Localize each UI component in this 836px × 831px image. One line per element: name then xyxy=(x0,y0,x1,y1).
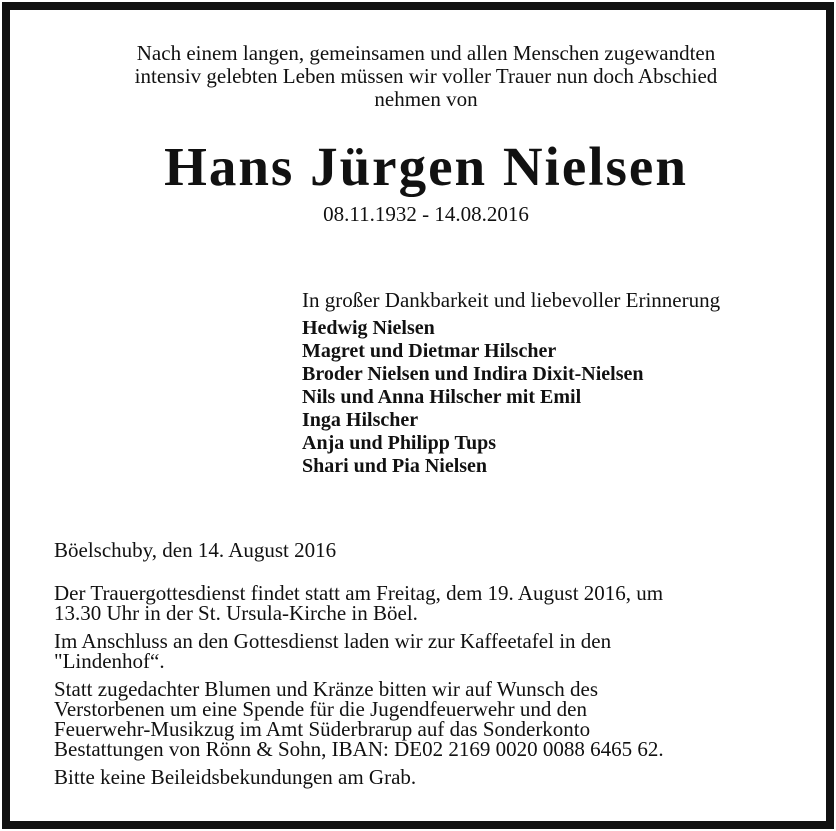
paragraph-line: Im Anschluss an den Gottesdienst laden wir zur Kaffeetafel in den xyxy=(54,629,612,653)
family-member: Inga Hilscher xyxy=(302,409,419,431)
family-member: Broder Nielsen und Indira Dixit-Nielsen xyxy=(302,363,644,385)
paragraph-line: Der Trauergottesdienst findet statt am Freitag, dem 19. August 2016, um xyxy=(54,581,664,605)
deceased-name: Hans Jürgen Nielsen xyxy=(164,136,688,197)
family-member: Nils und Anna Hilscher mit Emil xyxy=(302,386,582,408)
family-block xyxy=(302,287,822,478)
paragraph-line: 13.30 Uhr in der St. Ursula-Kirche in Böel. xyxy=(54,601,418,625)
family-member: Magret und Dietmar Hilscher xyxy=(302,340,557,362)
family-member: Anja und Philipp Tups xyxy=(302,432,497,454)
paragraph-line: Bitte keine Beileidsbekundungen am Grab. xyxy=(54,765,417,789)
obituary-notice xyxy=(2,2,834,829)
paragraph-line: "Lindenhof“. xyxy=(54,649,165,673)
family-members xyxy=(302,317,822,478)
thanks-line: In großer Dankbarkeit und liebevoller Erinnerung xyxy=(302,288,721,312)
service-details xyxy=(54,583,814,795)
service-paragraph xyxy=(54,583,814,623)
life-dates: 08.11.1932 - 14.08.2016 xyxy=(323,202,529,226)
reception-paragraph xyxy=(54,631,814,671)
intro-line: intensiv gelebten Leben müssen wir voller Trauer nun doch Abschied xyxy=(134,64,718,88)
paragraph-line: Feuerwehr-Musikzug im Amt Süderbrarup auf das Sonderkonto xyxy=(54,717,591,741)
paragraph-line: Statt zugedachter Blumen und Kränze bitten wir auf Wunsch des xyxy=(54,677,599,701)
donation-paragraph xyxy=(54,679,814,759)
place-and-date: Böelschuby, den 14. August 2016 xyxy=(54,538,337,562)
condolence-paragraph xyxy=(54,767,814,787)
intro-line: nehmen von xyxy=(374,87,478,111)
paragraph-line: Bestattungen von Rönn & Sohn, IBAN: DE02 2169 0020 0088 6465 62. xyxy=(54,737,664,761)
family-member: Shari und Pia Nielsen xyxy=(302,455,488,477)
paragraph-line: Verstorbenen um eine Spende für die Jugendfeuerwehr und den xyxy=(54,697,587,721)
intro-line: Nach einem langen, gemeinsamen und allen Menschen zugewandten xyxy=(136,41,716,65)
intro-text xyxy=(10,42,836,111)
family-member: Hedwig Nielsen xyxy=(302,317,435,339)
